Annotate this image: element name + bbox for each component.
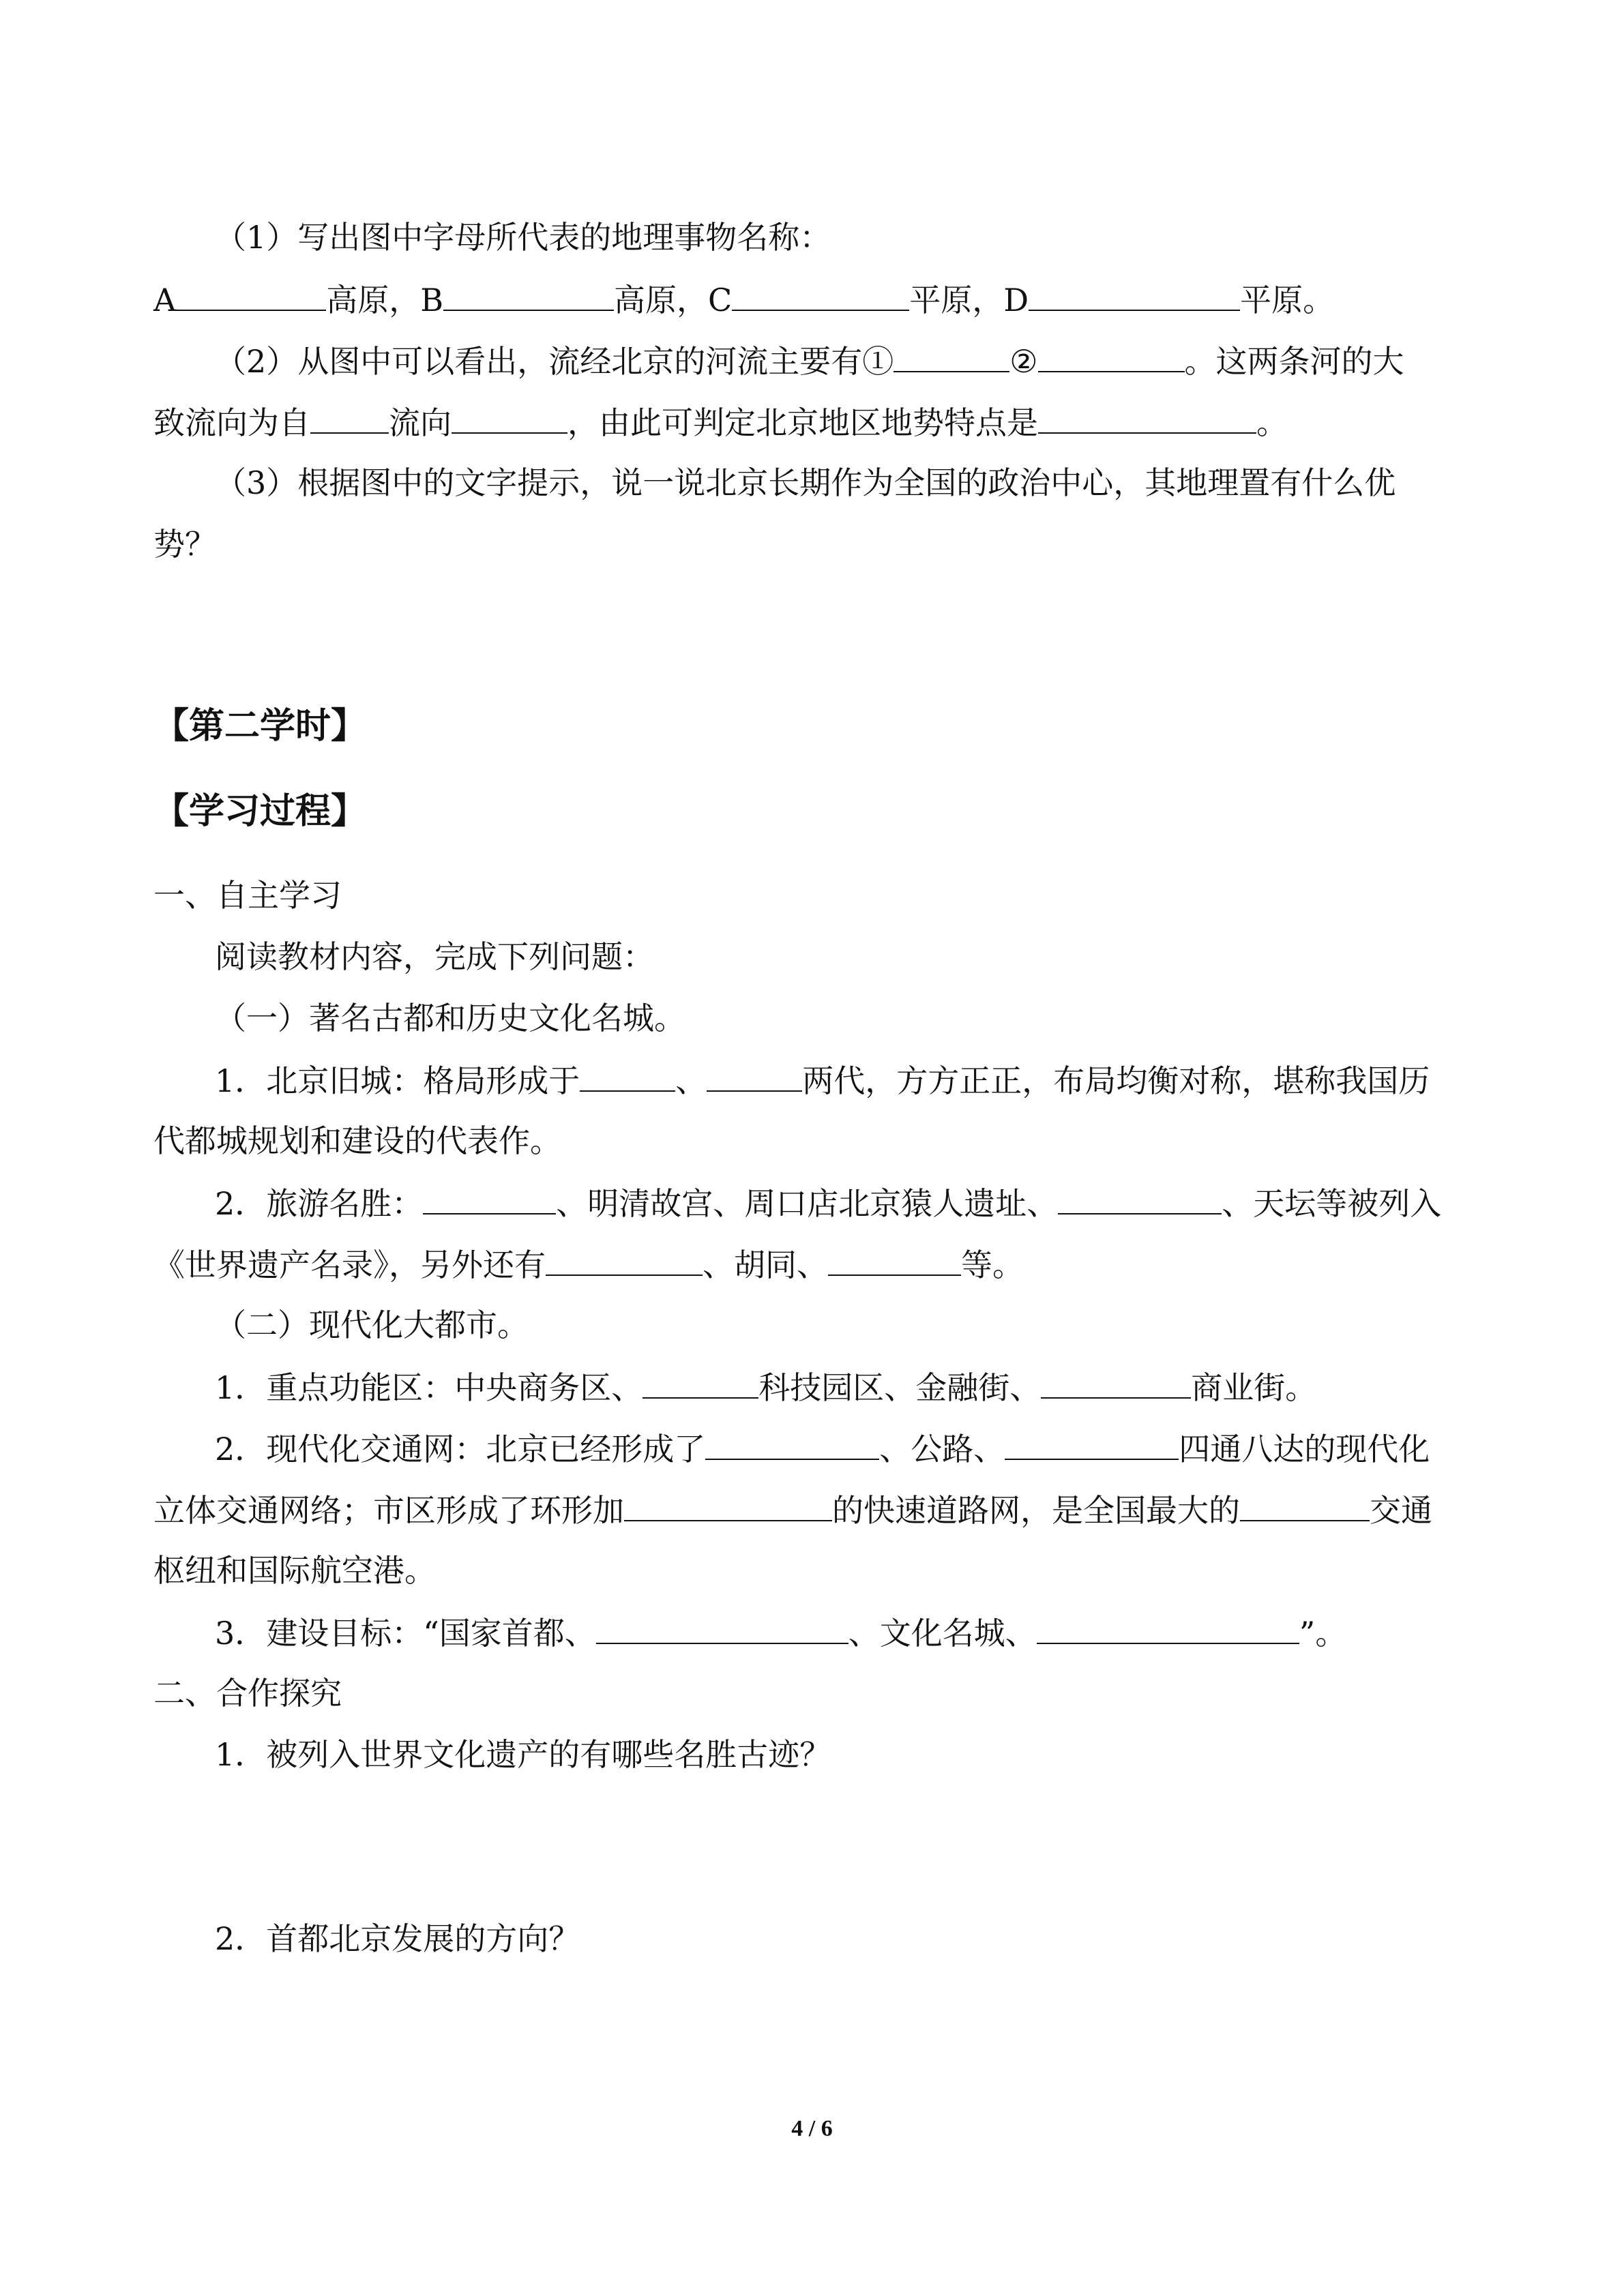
q2-text-2: ② — [1009, 343, 1038, 380]
item-1-line-1 — [0, 1059, 1624, 1101]
item-2-blank-3[interactable] — [546, 1243, 703, 1276]
q2-blank-river-2[interactable] — [1038, 340, 1185, 372]
item-5-line — [0, 1611, 1624, 1654]
q1-text-d: 平原。 — [1240, 282, 1335, 318]
item-1-text-2: 、 — [675, 1062, 707, 1099]
q2-line-2 — [0, 401, 1624, 443]
item-4-text-4: 立体交通网络；市区形成了环形加 — [153, 1492, 624, 1529]
sub-section-1-title: （一）著名古都和历史文化名城。 — [215, 1000, 685, 1037]
item-5-blank-1[interactable] — [596, 1611, 848, 1644]
item-1-text-3: 两代，方方正正，布局均衡对称，堪称我国历 — [802, 1062, 1430, 1099]
page-number: 4 / 6 — [791, 2116, 833, 2141]
item-2-line-1 — [0, 1182, 1624, 1224]
section-self-study-title: 一、自主学习 — [153, 877, 342, 914]
item-1-text-1: 1．北京旧城：格局形成于 — [215, 1062, 580, 1099]
q1-answer-line — [0, 278, 1624, 320]
q2-text-4: 致流向为自 — [153, 404, 310, 441]
q1-text-a: 高原，B — [326, 282, 444, 318]
item-5-blank-2[interactable] — [1037, 1611, 1299, 1644]
item-2-text-4: 《世界遗产名录》，另外还有 — [153, 1247, 546, 1283]
item-4-text-6: 交通 — [1370, 1492, 1432, 1529]
item-3-text-2: 科技园区、金融街、 — [758, 1369, 1042, 1406]
cooperation-question-2: 2．首都北京发展的方向？ — [215, 1920, 580, 1957]
q1-label-a: A — [153, 282, 177, 318]
item-4-blank-4[interactable] — [1240, 1489, 1370, 1521]
item-3-text-3: 商业街。 — [1191, 1369, 1317, 1406]
item-2-text-5: 、胡同、 — [703, 1247, 828, 1283]
item-4-text-3: 四通八达的现代化 — [1179, 1431, 1430, 1467]
q2-blank-from[interactable] — [310, 401, 389, 434]
heading-learning-process: 【学习过程】 — [153, 791, 367, 832]
item-2-text-2: 、明清故宫、周口店北京猿人遗址、 — [556, 1185, 1059, 1222]
q2-blank-terrain[interactable] — [1038, 401, 1256, 434]
item-4-line-1 — [0, 1427, 1624, 1470]
section-cooperation-title: 二、合作探究 — [153, 1675, 342, 1712]
item-3-text-1: 1．重点功能区：中央商务区、 — [215, 1369, 643, 1406]
item-4-text-2: 、公路、 — [879, 1431, 1005, 1467]
item-4-text-5: 的快速道路网，是全国最大的 — [832, 1492, 1240, 1529]
q2-blank-to[interactable] — [452, 401, 567, 434]
q2-text-7: 。 — [1256, 404, 1288, 441]
item-5-text-2: 、文化名城、 — [848, 1615, 1037, 1652]
q1-text-c: 平原，D — [909, 282, 1029, 318]
q1-blank-a[interactable] — [176, 278, 326, 311]
q3-line-1: （3）根据图中的文字提示，说一说北京长期作为全国的政治中心，其地理置有什么优 — [215, 464, 1396, 501]
item-4-blank-3[interactable] — [624, 1489, 832, 1521]
q1-text-b: 高原，C — [614, 282, 733, 318]
q2-text-5: 流向 — [389, 404, 452, 441]
q2-line-1 — [0, 340, 1624, 382]
q2-text-6: ，由此可判定北京地区地势特点是 — [567, 404, 1038, 441]
item-4-line-3: 枢纽和国际航空港。 — [153, 1552, 436, 1589]
item-3-line — [0, 1366, 1624, 1408]
heading-second-lesson: 【第二学时】 — [153, 706, 367, 747]
item-4-line-2 — [0, 1489, 1624, 1531]
cooperation-question-1: 1．被列入世界文化遗产的有哪些名胜古迹？ — [215, 1736, 831, 1773]
item-2-text-1: 2．旅游名胜： — [215, 1185, 424, 1222]
item-1-blank-dynasty-1[interactable] — [580, 1059, 675, 1092]
item-2-text-3: 、天坛等被列入 — [1222, 1185, 1442, 1222]
item-3-blank-2[interactable] — [1041, 1366, 1191, 1399]
q1-title: （1）写出图中字母所代表的地理事物名称： — [215, 219, 831, 256]
q2-text-1: （2）从图中可以看出，流经北京的河流主要有① — [215, 343, 894, 380]
q2-text-3: 。这两条河的大 — [1184, 343, 1404, 380]
item-4-blank-1[interactable] — [705, 1427, 879, 1460]
q1-blank-d[interactable] — [1029, 278, 1240, 311]
item-1-blank-dynasty-2[interactable] — [707, 1059, 802, 1092]
q1-blank-b[interactable] — [443, 278, 614, 311]
q3-line-2: 势？ — [153, 526, 216, 563]
sub-section-2-title: （二）现代化大都市。 — [215, 1307, 529, 1343]
item-4-blank-2[interactable] — [1005, 1427, 1179, 1460]
item-5-text-1: 3．建设目标：“国家首都、 — [215, 1615, 596, 1652]
item-2-line-2 — [0, 1243, 1624, 1285]
item-2-text-6: 等。 — [961, 1247, 1024, 1283]
item-2-blank-4[interactable] — [828, 1243, 961, 1276]
item-2-blank-1[interactable] — [423, 1182, 556, 1214]
q2-blank-river-1[interactable] — [894, 340, 1009, 372]
item-5-text-3: ”。 — [1299, 1615, 1347, 1652]
item-2-blank-2[interactable] — [1058, 1182, 1222, 1214]
item-3-blank-1[interactable] — [643, 1366, 758, 1399]
self-study-instruction: 阅读教材内容，完成下列问题： — [215, 938, 654, 975]
item-4-text-1: 2．现代化交通网：北京已经形成了 — [215, 1431, 706, 1467]
q1-blank-c[interactable] — [732, 278, 909, 311]
item-1-line-2: 代都城规划和建设的代表作。 — [153, 1122, 561, 1159]
